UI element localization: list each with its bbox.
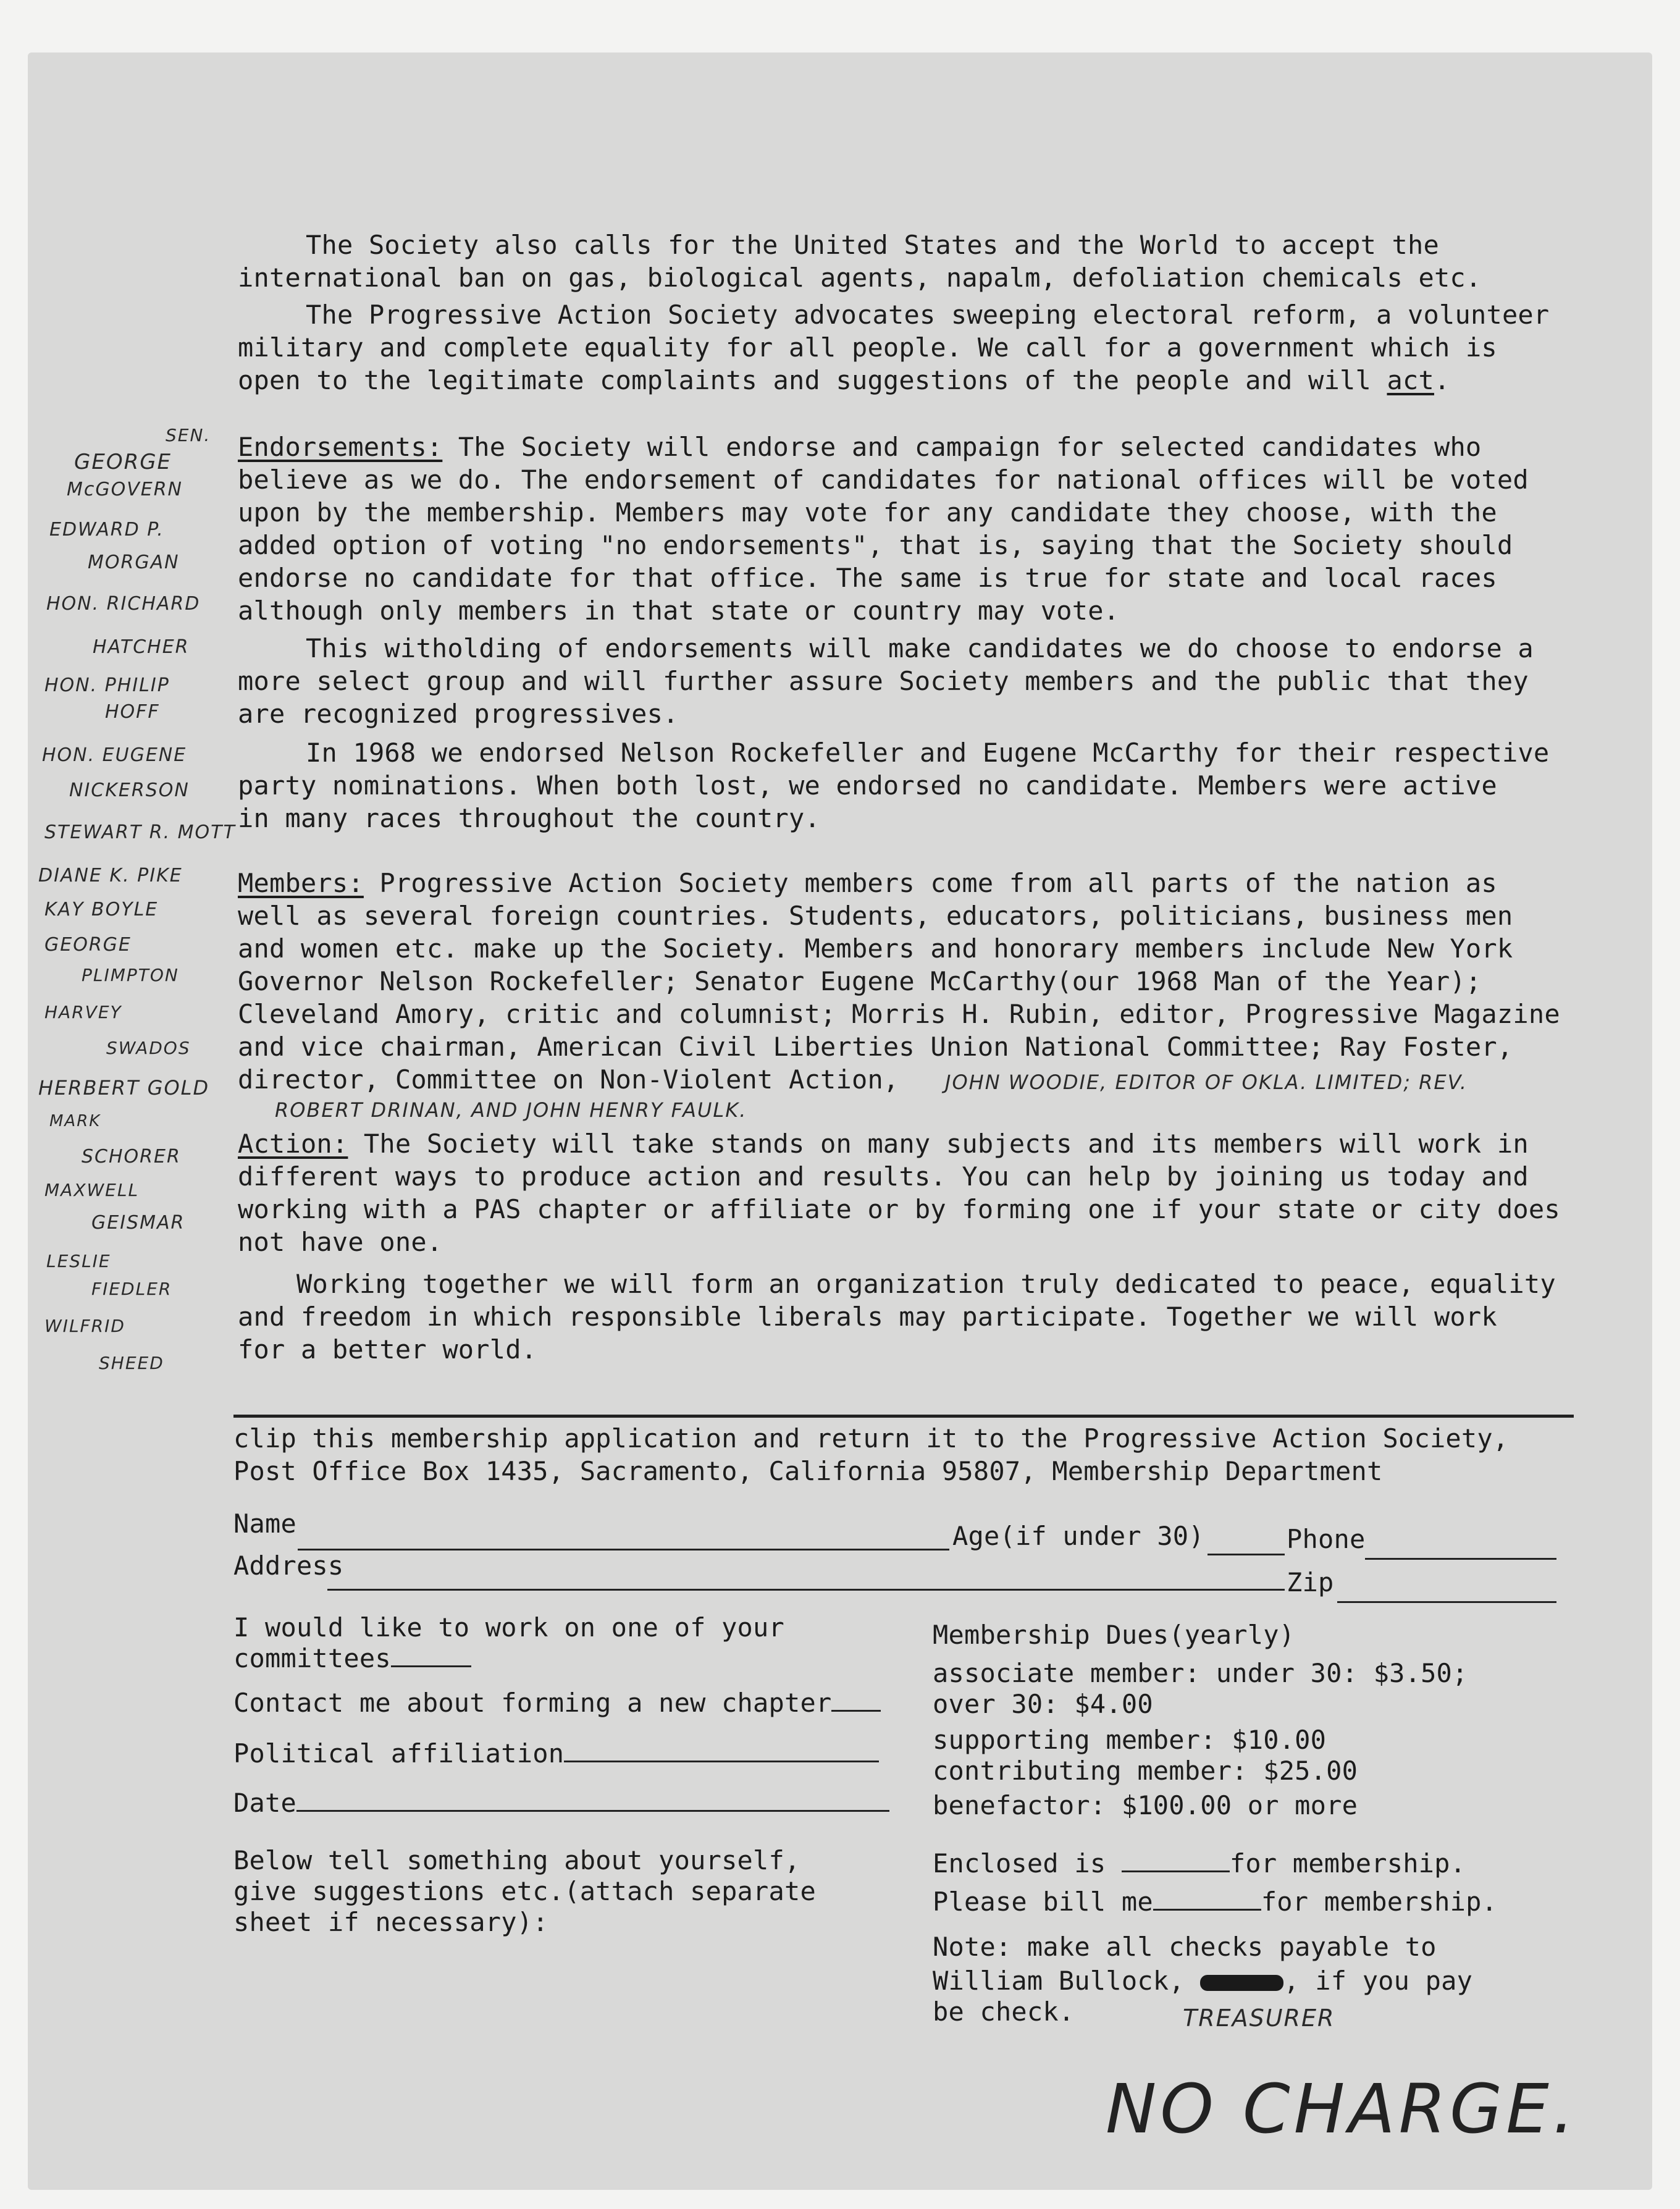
- action-heading: Action:: [238, 1129, 348, 1159]
- no-charge-handwritten: NO CHARGE.: [1106, 2069, 1578, 2148]
- margin-name: SEN.: [166, 425, 211, 445]
- address-label: Address: [233, 1551, 344, 1581]
- members-line-2: well as several foreign countries. Students, educators, politicians, business men: [238, 901, 1513, 931]
- margin-name: HON. PHILIP: [44, 675, 170, 696]
- dues-title: Membership Dues(yearly): [933, 1620, 1295, 1650]
- affiliation-field[interactable]: [564, 1742, 879, 1762]
- members-heading: Members:: [238, 868, 364, 898]
- intro-end: .: [1434, 365, 1450, 395]
- members-line-7: director, Committee on Non-Violent Action,: [238, 1064, 899, 1095]
- margin-name: FIEDLER: [91, 1279, 172, 1299]
- committees-label: committees: [233, 1643, 391, 1673]
- dues-line: supporting member: $10.00: [933, 1725, 1327, 1755]
- enclosed-label: Enclosed is: [933, 1848, 1122, 1879]
- intro-line-5: [238, 364, 1450, 397]
- action-line-1: [238, 1127, 1529, 1160]
- endorsements-line-4: added option of voting "no endorsements", that is, saying that the Society should: [238, 530, 1513, 560]
- enclosed-suffix: for membership.: [1229, 1848, 1466, 1879]
- dues-line: associate member: under 30: $3.50;: [933, 1658, 1468, 1688]
- date-field[interactable]: [296, 1791, 889, 1812]
- margin-name: SWADOS: [106, 1038, 191, 1058]
- margin-name: LESLIE: [46, 1251, 111, 1271]
- endorsements-p2-line-1: This witholding of endorsements will make candidates we do choose to endorse a: [306, 633, 1534, 663]
- note-line-2-rest: , if you pay: [1283, 1966, 1473, 1996]
- members-handwritten-2: ROBERT DRINAN, AND JOHN HENRY FAULK.: [275, 1098, 747, 1122]
- margin-name: HARVEY: [44, 1002, 122, 1022]
- zip-label: Zip: [1287, 1567, 1334, 1597]
- contact-line: [233, 1686, 881, 1719]
- clip-line-2: Post Office Box 1435, Sacramento, California 95807, Membership Department: [233, 1456, 1383, 1486]
- margin-name: HON. EUGENE: [42, 744, 187, 766]
- endorsements-line-6: although only members in that state or country may vote.: [238, 595, 1120, 626]
- action-p2-line-2: and freedom in which responsible liberals may participate. Together we will work: [238, 1302, 1497, 1332]
- name-label: Name: [233, 1508, 296, 1539]
- age-field[interactable]: [1208, 1554, 1285, 1555]
- clip-rule: [233, 1415, 1574, 1418]
- endorsements-p3-line-1: In 1968 we endorsed Nelson Rockefeller and Eugene McCarthy for their respective: [306, 738, 1550, 768]
- bill-field[interactable]: [1153, 1890, 1261, 1911]
- margin-name: SHEED: [99, 1353, 164, 1373]
- members-line-1-rest: Progressive Action Society members come from all parts of the nation as: [363, 868, 1497, 898]
- action-line-4: not have one.: [238, 1227, 443, 1257]
- phone-label: Phone: [1287, 1524, 1366, 1554]
- intro-line-2: international ban on gas, biological agents, napalm, defoliation chemicals etc.: [238, 263, 1482, 293]
- dues-line: contributing member: $25.00: [933, 1756, 1358, 1786]
- name-field[interactable]: [298, 1549, 949, 1551]
- age-label: Age(if under 30): [952, 1521, 1204, 1551]
- margin-name: GEISMAR: [91, 1212, 185, 1234]
- enclosed-field[interactable]: [1122, 1852, 1230, 1872]
- zip-field[interactable]: [1337, 1601, 1556, 1603]
- treasurer-handwritten: TREASURER: [1183, 2005, 1335, 2032]
- note-line-2: [933, 1964, 1472, 1997]
- dues-line: over 30: $4.00: [933, 1689, 1153, 1719]
- note-line-3: be check.: [933, 1997, 1075, 2027]
- committees-line-1: I would like to work on one of your: [233, 1612, 785, 1643]
- margin-name: EDWARD P.: [49, 519, 164, 541]
- bill-line: [933, 1885, 1497, 1918]
- below-line-3: sheet if necessary):: [233, 1907, 548, 1937]
- bill-label: Please bill me: [933, 1887, 1153, 1917]
- margin-name: DIANE K. PIKE: [38, 865, 183, 886]
- committees-field[interactable]: [391, 1647, 471, 1667]
- affiliation-line: [233, 1737, 879, 1770]
- endorsements-line-1: [238, 431, 1481, 463]
- members-line-5: Cleveland Amory, critic and columnist; Morris H. Rubin, editor, Progressive Magazine: [238, 999, 1560, 1029]
- members-handwritten-1: JOHN WOODIE, EDITOR OF OKLA. LIMITED; REV.: [945, 1071, 1468, 1094]
- margin-name: MARK: [49, 1112, 101, 1130]
- endorsements-p2-line-2: more select group and will further assure Society members and the public that they: [238, 666, 1529, 696]
- intro-line-4: military and complete equality for all people. We call for a government which is: [238, 332, 1497, 363]
- below-line-1: Below tell something about yourself,: [233, 1845, 800, 1875]
- margin-name: PLIMPTON: [82, 965, 179, 985]
- margin-name: HERBERT GOLD: [38, 1076, 210, 1100]
- endorsements-line-1-rest: The Society will endorse and campaign for selected candidates who: [442, 432, 1482, 462]
- enclosed-line: [933, 1847, 1466, 1880]
- phone-field[interactable]: [1365, 1558, 1556, 1560]
- committees-line-2: [233, 1642, 471, 1675]
- date-line: [233, 1786, 889, 1819]
- action-p2-line-3: for a better world.: [238, 1334, 537, 1365]
- intro-line-1: The Society also calls for the United States and the World to accept the: [306, 230, 1440, 260]
- margin-name: SCHORER: [82, 1146, 181, 1168]
- margin-name: NICKERSON: [69, 780, 190, 801]
- margin-name: GEORGE: [74, 450, 172, 474]
- redaction-mark: [1200, 1975, 1283, 1991]
- endorsements-line-3: upon by the membership. Members may vote for any candidate they choose, with the: [238, 497, 1497, 528]
- action-p2-line-1: Working together we will form an organization truly dedicated to peace, equality: [296, 1269, 1556, 1299]
- bill-suffix: for membership.: [1261, 1887, 1498, 1917]
- contact-label: Contact me about forming a new chapter: [233, 1688, 832, 1718]
- margin-name: KAY BOYLE: [44, 899, 159, 920]
- margin-name: HOFF: [105, 701, 160, 723]
- intro-line-3: The Progressive Action Society advocates sweeping electoral reform, a volunteer: [306, 300, 1550, 330]
- address-field[interactable]: [327, 1589, 1285, 1591]
- members-line-1: [238, 867, 1497, 899]
- below-line-2: give suggestions etc.(attach separate: [233, 1876, 816, 1906]
- action-line-3: working with a PAS chapter or affiliate or by forming one if your state or city does: [238, 1194, 1560, 1224]
- endorsements-p3-line-3: in many races throughout the country.: [238, 803, 820, 833]
- margin-name: HATCHER: [93, 636, 190, 658]
- margin-name: STEWART R. MOTT: [44, 822, 236, 843]
- members-line-6: and vice chairman, American Civil Liberties Union National Committee; Ray Foster,: [238, 1032, 1513, 1062]
- note-line-1: Note: make all checks payable to: [933, 1932, 1437, 1962]
- intro-line-5-text: open to the legitimate complaints and suggestions of the people and will: [238, 365, 1387, 395]
- action-line-1-rest: The Society will take stands on many subjects and its members will work in: [348, 1129, 1529, 1159]
- endorsements-heading: Endorsements:: [238, 432, 443, 462]
- members-line-4: Governor Nelson Rockefeller; Senator Eugene McCarthy(our 1968 Man of the Year);: [238, 966, 1482, 996]
- members-line-3: and women etc. make up the Society. Members and honorary members include New York: [238, 933, 1513, 964]
- margin-name: GEORGE: [44, 934, 132, 956]
- date-label: Date: [233, 1788, 296, 1818]
- endorsements-p2-line-3: are recognized progressives.: [238, 699, 679, 729]
- affiliation-label: Political affiliation: [233, 1738, 565, 1769]
- action-line-2: different ways to produce action and results. You can help by joining us today and: [238, 1161, 1529, 1192]
- margin-name: McGOVERN: [67, 479, 183, 500]
- clip-line-1: clip this membership application and return it to the Progressive Action Society,: [233, 1423, 1509, 1454]
- contact-field[interactable]: [831, 1691, 881, 1712]
- intro-emphasis: act: [1387, 365, 1434, 395]
- endorsements-line-2: believe as we do. The endorsement of candidates for national offices will be voted: [238, 465, 1529, 495]
- margin-name: MAXWELL: [44, 1180, 140, 1200]
- endorsements-line-5: endorse no candidate for that office. The same is true for state and local races: [238, 563, 1497, 593]
- dues-line: benefactor: $100.00 or more: [933, 1790, 1358, 1820]
- note-payee: William Bullock,: [933, 1966, 1201, 1996]
- margin-name: MORGAN: [88, 552, 180, 573]
- margin-name: WILFRID: [44, 1316, 125, 1336]
- margin-name: HON. RICHARD: [46, 593, 201, 615]
- endorsements-p3-line-2: party nominations. When both lost, we endorsed no candidate. Members were active: [238, 770, 1497, 801]
